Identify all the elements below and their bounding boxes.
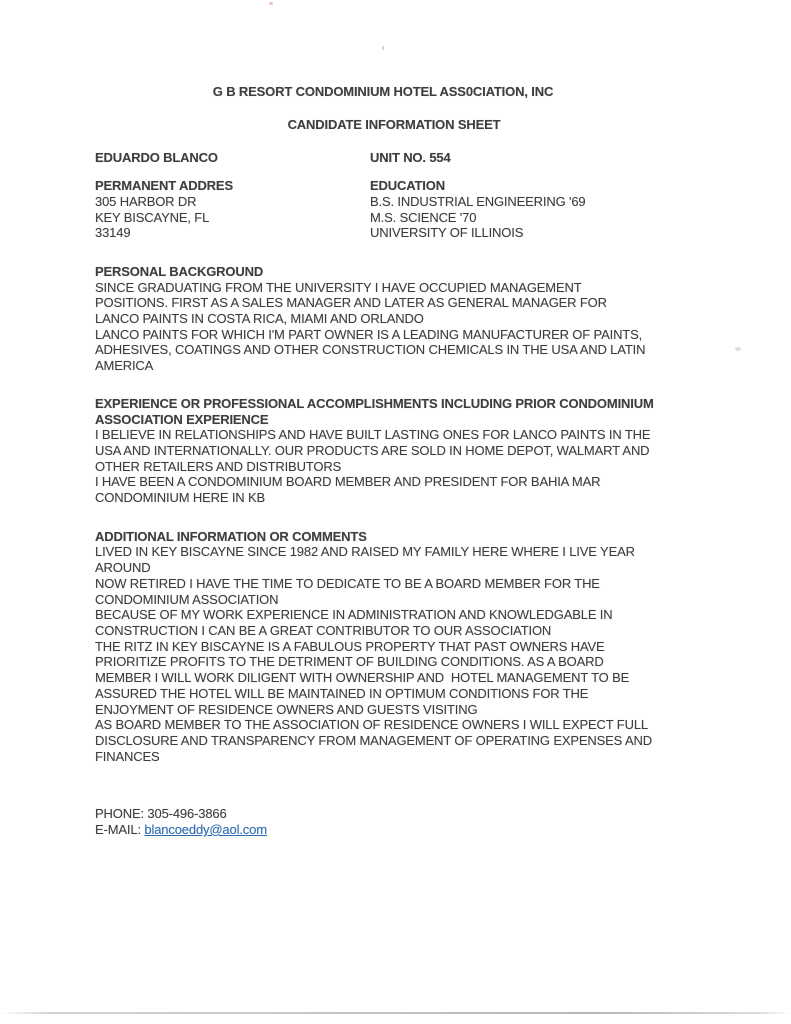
education-line: B.S. INDUSTRIAL ENGINEERING '69 <box>370 193 586 209</box>
paragraph-line: I HAVE BEEN A CONDOMINIUM BOARD MEMBER AND PRESIDENT FOR BAHIA MAR <box>95 474 601 490</box>
phone-label: PHONE: <box>95 806 144 822</box>
paragraph-line: CONDOMINIUM HERE IN KB <box>95 490 266 506</box>
address-line: KEY BISCAYNE, FL <box>95 209 210 225</box>
paragraph-line: I BELIEVE IN RELATIONSHIPS AND HAVE BUILT LASTING ONES FOR LANCO PAINTS IN THE <box>95 427 651 443</box>
scan-edge-line <box>0 1012 791 1014</box>
scan-speck <box>269 2 273 5</box>
scan-speck <box>735 347 741 351</box>
paragraph-line: MEMBER I WILL WORK DILIGENT WITH OWNERSHIP AND HOTEL MANAGEMENT TO BE <box>95 670 630 686</box>
address-heading: PERMANENT ADDRES <box>95 178 233 194</box>
paragraph-line: ADHESIVES, COATINGS AND OTHER CONSTRUCTION CHEMICALS IN THE USA AND LATIN <box>95 342 646 358</box>
candidate-row <box>95 150 705 166</box>
paragraph-line: DISCLOSURE AND TRANSPARENCY FROM MANAGEMENT OF OPERATING EXPENSES AND <box>95 732 652 748</box>
paragraph-line: PRIORITIZE PROFITS TO THE DETRIMENT OF BUILDING CONDITIONS. AS A BOARD <box>95 654 604 670</box>
paragraph-line: CONDOMINIUM ASSOCIATION <box>95 591 279 607</box>
education-heading: EDUCATION <box>370 178 445 194</box>
paragraph-line: FINANCES <box>95 748 160 764</box>
section-experience <box>95 396 705 506</box>
candidate-name: EDUARDO BLANCO <box>95 150 218 166</box>
paragraph-line: BECAUSE OF MY WORK EXPERIENCE IN ADMINISTRATION AND KNOWLEDGABLE IN <box>95 607 613 623</box>
paragraph-line: CONSTRUCTION I CAN BE A GREAT CONTRIBUTOR TO OUR ASSOCIATION <box>95 622 552 638</box>
paragraph-line: SINCE GRADUATING FROM THE UNIVERSITY I HAVE OCCUPIED MANAGEMENT <box>95 279 582 295</box>
paragraph-line: OTHER RETAILERS AND DISTRIBUTORS <box>95 458 342 474</box>
paragraph-line: USA AND INTERNATIONALLY. OUR PRODUCTS ARE SOLD IN HOME DEPOT, WALMART AND <box>95 442 650 458</box>
paragraph-line: THE RITZ IN KEY BISCAYNE IS A FABULOUS PROPERTY THAT PAST OWNERS HAVE <box>95 638 605 654</box>
address-education-row <box>95 178 705 241</box>
paragraph-line: AROUND <box>95 560 151 576</box>
paragraph-line: ENJOYMENT OF RESIDENCE OWNERS AND GUESTS VISITING <box>95 701 478 717</box>
experience-heading: ASSOCIATION EXPERIENCE <box>95 411 269 427</box>
experience-heading: EXPERIENCE OR PROFESSIONAL ACCOMPLISHMENTS INCLUDING PRIOR CONDOMINIUM <box>95 395 654 411</box>
paragraph-line: AS BOARD MEMBER TO THE ASSOCIATION OF RESIDENCE OWNERS I WILL EXPECT FULL <box>95 717 648 733</box>
address-line: 33149 <box>95 225 131 241</box>
document-subtitle: CANDIDATE INFORMATION SHEET <box>287 116 501 132</box>
scan-speck <box>382 46 384 50</box>
permanent-address-block <box>95 178 370 241</box>
address-line: 305 HARBOR DR <box>95 193 197 209</box>
paragraph-line: ASSURED THE HOTEL WILL BE MAINTAINED IN OPTIMUM CONDITIONS FOR THE <box>95 685 589 701</box>
additional-info-heading: ADDITIONAL INFORMATION OR COMMENTS <box>95 528 367 544</box>
phone-line <box>95 806 705 822</box>
paragraph-line: LANCO PAINTS IN COSTA RICA, MIAMI AND ORLANDO <box>95 311 424 327</box>
paragraph-line: POSITIONS. FIRST AS A SALES MANAGER AND LATER AS GENERAL MANAGER FOR <box>95 295 607 311</box>
section-additional-info <box>95 529 705 765</box>
phone-number: 305-496-3866 <box>147 806 227 822</box>
email-line <box>95 822 705 838</box>
contact-block <box>95 806 705 837</box>
education-line: M.S. SCIENCE '70 <box>370 209 477 225</box>
paragraph-line: LANCO PAINTS FOR WHICH I'M PART OWNER IS A LEADING MANUFACTURER OF PAINTS, <box>95 326 643 342</box>
email-label: E-MAIL: <box>95 822 141 838</box>
section-personal-background <box>95 264 705 374</box>
paragraph-line: NOW RETIRED I HAVE THE TIME TO DEDICATE TO BE A BOARD MEMBER FOR THE <box>95 575 600 591</box>
education-line: UNIVERSITY OF ILLINOIS <box>370 225 524 241</box>
education-block <box>370 178 705 241</box>
paragraph-line: LIVED IN KEY BISCAYNE SINCE 1982 AND RAISED MY FAMILY HERE WHERE I LIVE YEAR <box>95 544 635 560</box>
document-content <box>95 84 705 838</box>
unit-number: UNIT NO. 554 <box>370 150 451 166</box>
document-title: G B RESORT CONDOMINIUM HOTEL ASS0CIATION, INC <box>212 84 554 99</box>
paragraph-line: AMERICA <box>95 358 154 374</box>
personal-background-heading: PERSONAL BACKGROUND <box>95 263 264 279</box>
email-link[interactable]: blancoeddy@aol.com <box>144 822 267 838</box>
